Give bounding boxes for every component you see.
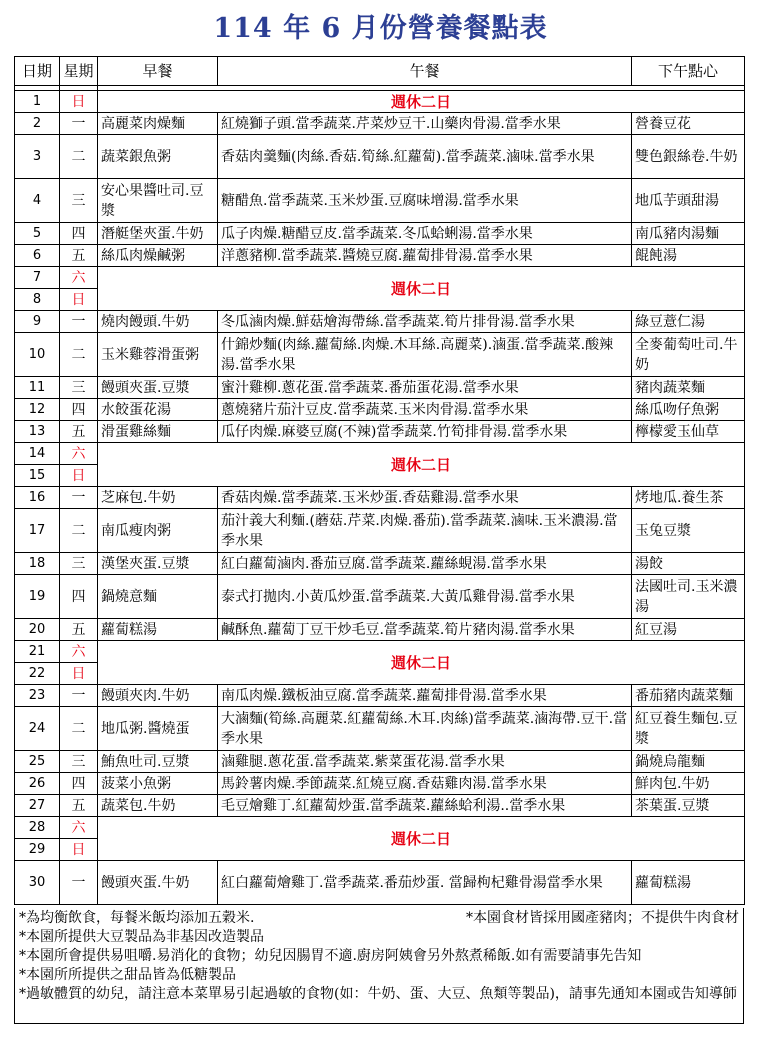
snack-cell: 南瓜豬肉湯麵 bbox=[632, 223, 745, 245]
weekday-cell: 六 bbox=[60, 641, 98, 663]
snack-cell: 營養豆花 bbox=[632, 113, 745, 135]
meal-row bbox=[15, 707, 745, 751]
weekday-cell: 三 bbox=[60, 751, 98, 773]
meal-row bbox=[15, 751, 745, 773]
lunch-cell: 瓜仔肉燥.麻婆豆腐(不辣)當季蔬菜.竹筍排骨湯.當季水果 bbox=[218, 421, 632, 443]
meal-row bbox=[15, 575, 745, 619]
lunch-cell: 鹹酥魚.蘿蔔丁豆干炒毛豆.當季蔬菜.筍片豬肉湯.當季水果 bbox=[218, 619, 632, 641]
weekday-cell: 五 bbox=[60, 619, 98, 641]
breakfast-cell: 菠菜小魚粥 bbox=[98, 773, 218, 795]
header-snack: 下午點心 bbox=[632, 57, 745, 86]
date-cell: 14 bbox=[15, 443, 60, 465]
snack-cell: 豬肉蔬菜麵 bbox=[632, 377, 745, 399]
holiday-row bbox=[15, 641, 745, 663]
snack-cell: 絲瓜吻仔魚粥 bbox=[632, 399, 745, 421]
menu-table bbox=[14, 56, 745, 905]
date-cell: 8 bbox=[15, 289, 60, 311]
lunch-cell: 糖醋魚.當季蔬菜.玉米炒蛋.豆腐味增湯.當季水果 bbox=[218, 179, 632, 223]
weekday-cell: 日 bbox=[60, 289, 98, 311]
header-row bbox=[15, 57, 745, 86]
header-weekday: 星期 bbox=[60, 57, 98, 86]
meal-row bbox=[15, 399, 745, 421]
weekday-cell: 六 bbox=[60, 267, 98, 289]
meal-row bbox=[15, 333, 745, 377]
snack-cell: 玉兔豆漿 bbox=[632, 509, 745, 553]
meal-row bbox=[15, 179, 745, 223]
lunch-cell: 香菇肉燥.當季蔬菜.玉米炒蛋.香菇雞湯.當季水果 bbox=[218, 487, 632, 509]
breakfast-cell: 蔬菜銀魚粥 bbox=[98, 135, 218, 179]
meal-row bbox=[15, 377, 745, 399]
holiday-row bbox=[15, 267, 745, 289]
meal-row bbox=[15, 113, 745, 135]
lunch-cell: 瓜子肉燥.糖醋豆皮.當季蔬菜.冬瓜蛤蜊湯.當季水果 bbox=[218, 223, 632, 245]
weekday-cell: 一 bbox=[60, 113, 98, 135]
holiday-label: 週休二日 bbox=[98, 91, 745, 113]
breakfast-cell: 饅頭夾蛋.牛奶 bbox=[98, 861, 218, 905]
note-low-sugar: *本園所所提供之甜品皆為低糖製品 bbox=[19, 967, 236, 983]
weekday-cell: 五 bbox=[60, 795, 98, 817]
date-cell: 19 bbox=[15, 575, 60, 619]
weekday-cell: 日 bbox=[60, 663, 98, 685]
date-cell: 3 bbox=[15, 135, 60, 179]
date-cell: 2 bbox=[15, 113, 60, 135]
weekday-cell: 六 bbox=[60, 443, 98, 465]
holiday-row bbox=[15, 91, 745, 113]
date-cell: 21 bbox=[15, 641, 60, 663]
date-cell: 10 bbox=[15, 333, 60, 377]
snack-cell: 湯餃 bbox=[632, 553, 745, 575]
meal-row bbox=[15, 795, 745, 817]
breakfast-cell: 漢堡夾蛋.豆漿 bbox=[98, 553, 218, 575]
snack-cell: 全麥葡萄吐司.牛奶 bbox=[632, 333, 745, 377]
breakfast-cell: 潛艇堡夾蛋.牛奶 bbox=[98, 223, 218, 245]
lunch-cell: 泰式打拋肉.小黃瓜炒蛋.當季蔬菜.大黃瓜雞骨湯.當季水果 bbox=[218, 575, 632, 619]
note-grain: *為均衡飲食，每餐米飯均添加五穀米. bbox=[19, 910, 255, 926]
holiday-row bbox=[15, 817, 745, 839]
lunch-cell: 蜜汁雞柳.蔥花蛋.當季蔬菜.番茄蛋花湯.當季水果 bbox=[218, 377, 632, 399]
date-cell: 15 bbox=[15, 465, 60, 487]
weekday-cell: 三 bbox=[60, 553, 98, 575]
date-cell: 29 bbox=[15, 839, 60, 861]
meal-row bbox=[15, 311, 745, 333]
holiday-label: 週休二日 bbox=[98, 443, 745, 487]
weekday-cell: 四 bbox=[60, 223, 98, 245]
snack-cell: 餛飩湯 bbox=[632, 245, 745, 267]
date-cell: 25 bbox=[15, 751, 60, 773]
lunch-cell: 什錦炒麵(肉絲.蘿蔔絲.肉燥.木耳絲.高麗菜).滷蛋.當季蔬菜.酸辣湯.當季水果 bbox=[218, 333, 632, 377]
snack-cell: 綠豆薏仁湯 bbox=[632, 311, 745, 333]
date-cell: 6 bbox=[15, 245, 60, 267]
breakfast-cell: 南瓜瘦肉粥 bbox=[98, 509, 218, 553]
lunch-cell: 冬瓜滷肉燥.鮮菇燴海帶絲.當季蔬菜.筍片排骨湯.當季水果 bbox=[218, 311, 632, 333]
snack-cell: 番茄豬肉蔬菜麵 bbox=[632, 685, 745, 707]
notes-panel bbox=[14, 908, 744, 1024]
snack-cell: 雙色銀絲卷.牛奶 bbox=[632, 135, 745, 179]
date-cell: 12 bbox=[15, 399, 60, 421]
snack-cell: 地瓜芋頭甜湯 bbox=[632, 179, 745, 223]
meal-row bbox=[15, 619, 745, 641]
weekday-cell: 四 bbox=[60, 575, 98, 619]
weekday-cell: 五 bbox=[60, 421, 98, 443]
lunch-cell: 紅燒獅子頭.當季蔬菜.芹菜炒豆干.山藥肉骨湯.當季水果 bbox=[218, 113, 632, 135]
lunch-cell: 大滷麵(筍絲.高麗菜.紅蘿蔔絲.木耳.肉絲)當季蔬菜.滷海帶.豆干.當季水果 bbox=[218, 707, 632, 751]
weekday-cell: 日 bbox=[60, 91, 98, 113]
meal-row bbox=[15, 861, 745, 905]
note-soft-food: *本園所會提供易咀嚼.易消化的食物；幼兒因腸胃不適.廚房阿姨會另外熬煮稀飯.如有需要請事先告知 bbox=[19, 948, 642, 964]
breakfast-cell: 蔬菜包.牛奶 bbox=[98, 795, 218, 817]
holiday-label: 週休二日 bbox=[98, 817, 745, 861]
meal-row bbox=[15, 685, 745, 707]
weekday-cell: 五 bbox=[60, 245, 98, 267]
snack-cell: 檸檬愛玉仙草 bbox=[632, 421, 745, 443]
date-cell: 20 bbox=[15, 619, 60, 641]
holiday-row bbox=[15, 443, 745, 465]
weekday-cell: 四 bbox=[60, 773, 98, 795]
breakfast-cell: 滑蛋雞絲麵 bbox=[98, 421, 218, 443]
weekday-cell: 三 bbox=[60, 377, 98, 399]
date-cell: 27 bbox=[15, 795, 60, 817]
weekday-cell: 日 bbox=[60, 839, 98, 861]
meal-row bbox=[15, 245, 745, 267]
header-date: 日期 bbox=[15, 57, 60, 86]
lunch-cell: 蔥燒豬片茄汁豆皮.當季蔬菜.玉米肉骨湯.當季水果 bbox=[218, 399, 632, 421]
breakfast-cell: 玉米雞蓉滑蛋粥 bbox=[98, 333, 218, 377]
meal-row bbox=[15, 553, 745, 575]
date-cell: 5 bbox=[15, 223, 60, 245]
snack-cell: 蘿蔔糕湯 bbox=[632, 861, 745, 905]
date-cell: 23 bbox=[15, 685, 60, 707]
breakfast-cell: 饅頭夾肉.牛奶 bbox=[98, 685, 218, 707]
breakfast-cell: 安心果醬吐司.豆漿 bbox=[98, 179, 218, 223]
holiday-label: 週休二日 bbox=[98, 641, 745, 685]
date-cell: 30 bbox=[15, 861, 60, 905]
weekday-cell: 一 bbox=[60, 311, 98, 333]
weekday-cell: 二 bbox=[60, 707, 98, 751]
note-soy: *本園所提供大豆製品為非基因改造製品 bbox=[19, 929, 264, 945]
breakfast-cell: 高麗菜肉燥麵 bbox=[98, 113, 218, 135]
date-cell: 1 bbox=[15, 91, 60, 113]
lunch-cell: 洋蔥豬柳.當季蔬菜.醬燒豆腐.蘿蔔排骨湯.當季水果 bbox=[218, 245, 632, 267]
date-cell: 26 bbox=[15, 773, 60, 795]
date-cell: 7 bbox=[15, 267, 60, 289]
lunch-cell: 茄汁義大利麵.(蘑菇.芹菜.肉燥.番茄).當季蔬菜.滷味.玉米濃湯.當季水果 bbox=[218, 509, 632, 553]
breakfast-cell: 地瓜粥.醬燒蛋 bbox=[98, 707, 218, 751]
date-cell: 16 bbox=[15, 487, 60, 509]
lunch-cell: 滷雞腿.蔥花蛋.當季蔬菜.紫菜蛋花湯.當季水果 bbox=[218, 751, 632, 773]
menu-body bbox=[15, 86, 745, 905]
lunch-cell: 香菇肉羹麵(肉絲.香菇.筍絲.紅蘿蔔).當季蔬菜.滷味.當季水果 bbox=[218, 135, 632, 179]
weekday-cell: 六 bbox=[60, 817, 98, 839]
meal-row bbox=[15, 509, 745, 553]
holiday-label: 週休二日 bbox=[98, 267, 745, 311]
breakfast-cell: 燒肉饅頭.牛奶 bbox=[98, 311, 218, 333]
lunch-cell: 馬鈴薯肉燥.季節蔬菜.紅燒豆腐.香菇雞肉湯.當季水果 bbox=[218, 773, 632, 795]
weekday-cell: 三 bbox=[60, 179, 98, 223]
snack-cell: 茶葉蛋.豆漿 bbox=[632, 795, 745, 817]
meal-row bbox=[15, 223, 745, 245]
weekday-cell: 一 bbox=[60, 487, 98, 509]
lunch-cell: 紅白蘿蔔燴雞丁.當季蔬菜.番茄炒蛋. 當歸枸杞雞骨湯當季水果 bbox=[218, 861, 632, 905]
weekday-cell: 一 bbox=[60, 685, 98, 707]
weekday-cell: 一 bbox=[60, 861, 98, 905]
breakfast-cell: 蘿蔔糕湯 bbox=[98, 619, 218, 641]
date-cell: 28 bbox=[15, 817, 60, 839]
date-cell: 13 bbox=[15, 421, 60, 443]
weekday-cell: 二 bbox=[60, 333, 98, 377]
header-breakfast: 早餐 bbox=[98, 57, 218, 86]
lunch-cell: 紅白蘿蔔滷肉.番茄豆腐.當季蔬菜.蘿絲蜆湯.當季水果 bbox=[218, 553, 632, 575]
breakfast-cell: 鍋燒意麵 bbox=[98, 575, 218, 619]
weekday-cell: 四 bbox=[60, 399, 98, 421]
date-cell: 22 bbox=[15, 663, 60, 685]
breakfast-cell: 芝麻包.牛奶 bbox=[98, 487, 218, 509]
page-title: 114 年 6 月份營養餐點表 bbox=[213, 13, 548, 44]
weekday-cell: 二 bbox=[60, 135, 98, 179]
meal-row bbox=[15, 487, 745, 509]
meal-row bbox=[15, 773, 745, 795]
note-pork: *本園食材皆採用國產豬肉；不提供牛肉食材 bbox=[466, 910, 739, 926]
snack-cell: 鮮肉包.牛奶 bbox=[632, 773, 745, 795]
breakfast-cell: 鮪魚吐司.豆漿 bbox=[98, 751, 218, 773]
weekday-cell: 日 bbox=[60, 465, 98, 487]
meal-row bbox=[15, 135, 745, 179]
header-lunch: 午餐 bbox=[218, 57, 632, 86]
date-cell: 24 bbox=[15, 707, 60, 751]
lunch-cell: 毛豆燴雞丁.紅蘿蔔炒蛋.當季蔬菜.蘿絲蛤利湯..當季水果 bbox=[218, 795, 632, 817]
meal-row bbox=[15, 421, 745, 443]
breakfast-cell: 水餃蛋花湯 bbox=[98, 399, 218, 421]
snack-cell: 法國吐司.玉米濃湯 bbox=[632, 575, 745, 619]
note-allergy: *過敏體質的幼兒，請注意本菜單易引起過敏的食物(如：牛奶、蛋、大豆、魚類等製品)，請事先通知本園或告知導師 bbox=[19, 986, 737, 1002]
breakfast-cell: 饅頭夾蛋.豆漿 bbox=[98, 377, 218, 399]
lunch-cell: 南瓜肉燥.鐵板油豆腐.當季蔬菜.蘿蔔排骨湯.當季水果 bbox=[218, 685, 632, 707]
snack-cell: 紅豆養生麵包.豆漿 bbox=[632, 707, 745, 751]
date-cell: 18 bbox=[15, 553, 60, 575]
snack-cell: 鍋燒烏龍麵 bbox=[632, 751, 745, 773]
date-cell: 9 bbox=[15, 311, 60, 333]
breakfast-cell: 絲瓜肉燥鹹粥 bbox=[98, 245, 218, 267]
date-cell: 4 bbox=[15, 179, 60, 223]
weekday-cell: 二 bbox=[60, 509, 98, 553]
date-cell: 11 bbox=[15, 377, 60, 399]
date-cell: 17 bbox=[15, 509, 60, 553]
snack-cell: 烤地瓜.養生茶 bbox=[632, 487, 745, 509]
snack-cell: 紅豆湯 bbox=[632, 619, 745, 641]
